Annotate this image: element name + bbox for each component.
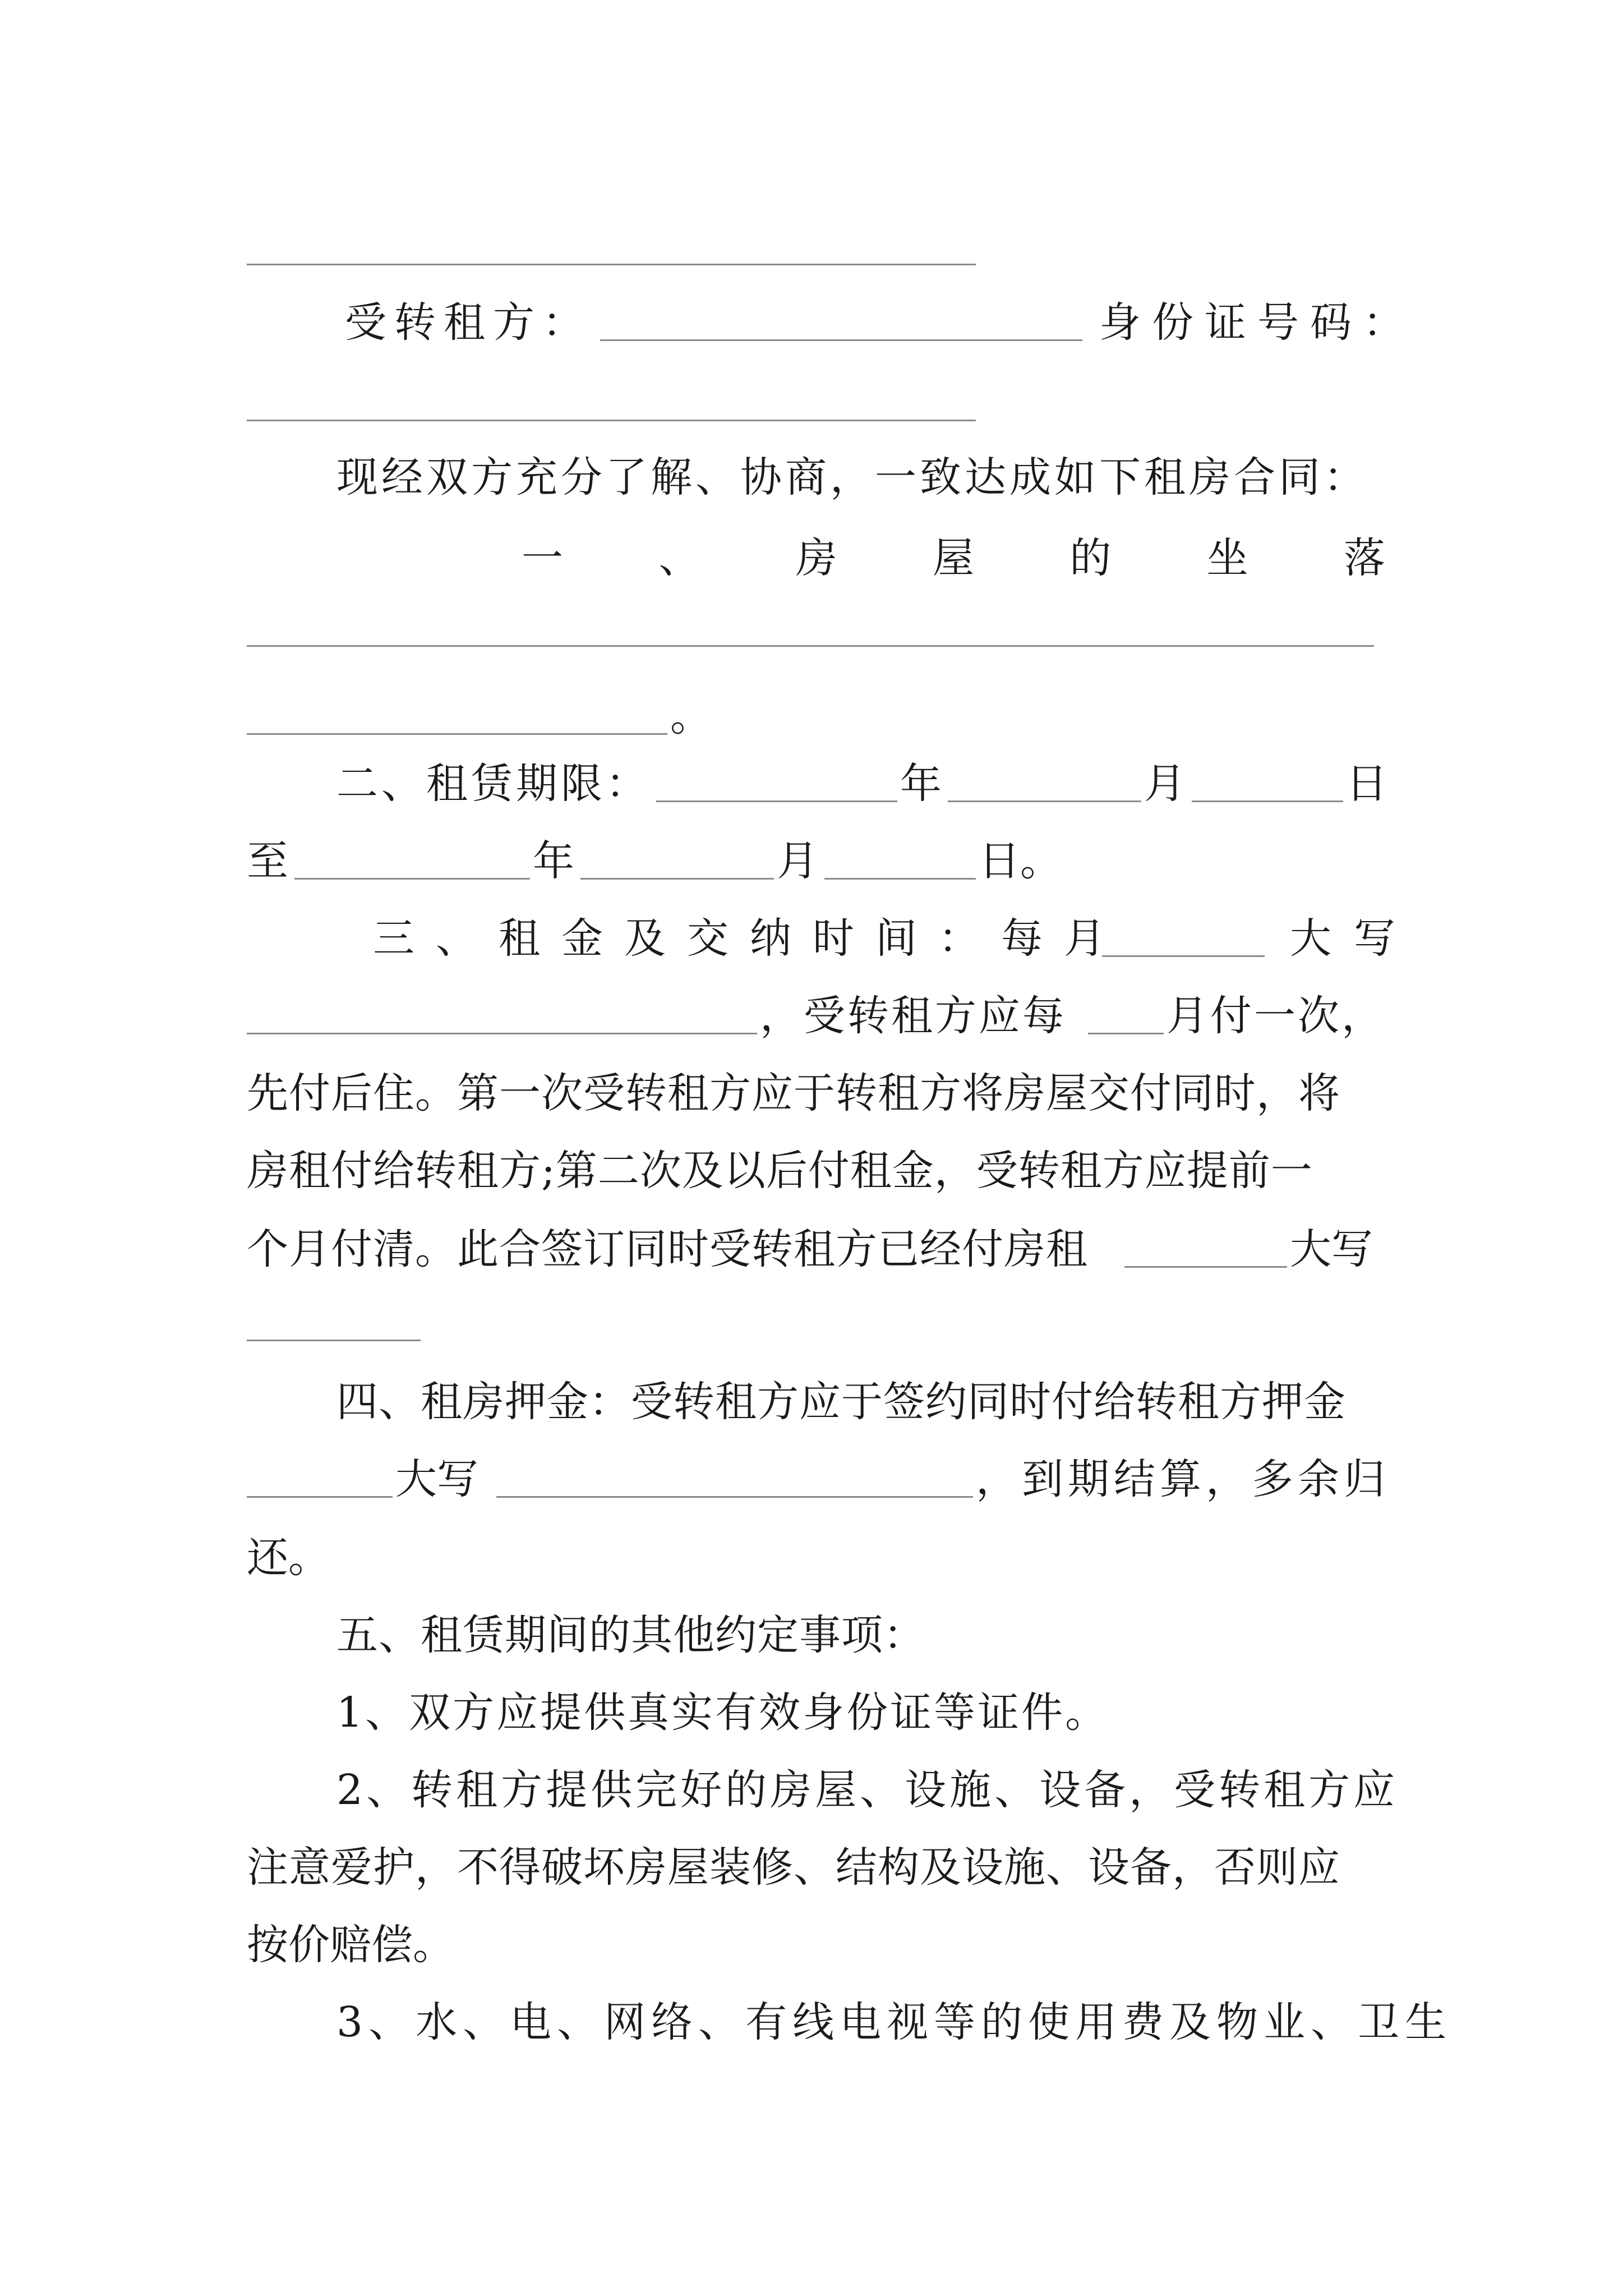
sublessee-label: 受转租方： xyxy=(345,298,592,347)
clause-1-location: 一 、 房 屋 的 坐 落 xyxy=(522,534,1385,582)
body-line: 注意爱护，不得破坏房屋装修、结构及设施、设备，否则应 xyxy=(247,1843,1340,1892)
clause-5-heading: 五、租赁期间的其他约定事项： xyxy=(336,1611,925,1659)
blank-line xyxy=(247,264,976,265)
paid-rent-daxie-blank[interactable] xyxy=(247,1340,421,1341)
start-year-blank[interactable] xyxy=(656,800,897,802)
body-line: 先付后住。第一次受转租方应于转租方将房屋交付同时，将 xyxy=(247,1069,1340,1117)
end-year-blank[interactable] xyxy=(294,877,530,880)
deposit-blank[interactable] xyxy=(247,1496,393,1498)
clause-4-deposit-2: 大写 ，到期结算，多余归 xyxy=(247,1442,1385,1517)
start-day-blank[interactable] xyxy=(1192,800,1343,802)
paid-rent-blank[interactable] xyxy=(1124,1266,1287,1268)
location-blank-2[interactable] xyxy=(247,733,667,735)
end-month-blank[interactable] xyxy=(580,877,774,880)
body-line: 还。 xyxy=(247,1534,330,1582)
body-line: 个月付清。此合签订同时受转租方已经付房租 大写 xyxy=(247,1225,1373,1273)
clause-2-term: 二、租赁期限： 年 月 日 xyxy=(336,760,1387,808)
deposit-daxie-blank[interactable] xyxy=(496,1496,973,1498)
sublessee-blank[interactable] xyxy=(600,339,1082,341)
body-line: 房租付给转租方;第二次及以后付租金，受转租方应提前一 xyxy=(247,1147,1313,1195)
rent-daxie-blank[interactable] xyxy=(247,1032,757,1034)
start-month-blank[interactable] xyxy=(948,800,1141,802)
body-line: 按价赔偿。 xyxy=(247,1921,454,1969)
blank-line xyxy=(247,420,976,421)
pay-interval-blank[interactable] xyxy=(1088,1032,1164,1034)
clause-3-rent-2: ，受转租方应每 月付一次， xyxy=(247,978,1385,1054)
end-day-blank[interactable] xyxy=(824,877,976,880)
clause-3-rent: 三、租金及交纳时间：每月 大写 xyxy=(373,914,1418,963)
clause-2-term-end: 至 年 月 日。 xyxy=(247,837,1062,885)
item-2: 2、转租方提供完好的房屋、设施、设备，受转租方应 xyxy=(336,1766,1399,1814)
preamble: 现经双方充分了解、协商，一致达成如下租房合同： xyxy=(336,453,1368,501)
clause-4-deposit: 四、租房押金：受转租方应于签约同时付给转租方押金 xyxy=(336,1378,1346,1426)
monthly-rent-blank[interactable] xyxy=(1102,955,1265,957)
item-1: 1、双方应提供真实有效身份证等证件。 xyxy=(336,1688,1109,1737)
location-blank[interactable] xyxy=(247,645,1374,647)
location-end: 。 xyxy=(247,679,1385,754)
id-number-label: 身份证号码： xyxy=(1099,298,1415,347)
item-3: 3、水、电、网络、有线电视等的使用费及物业、卫生 xyxy=(336,1998,1453,2046)
party-line xyxy=(247,285,1415,361)
